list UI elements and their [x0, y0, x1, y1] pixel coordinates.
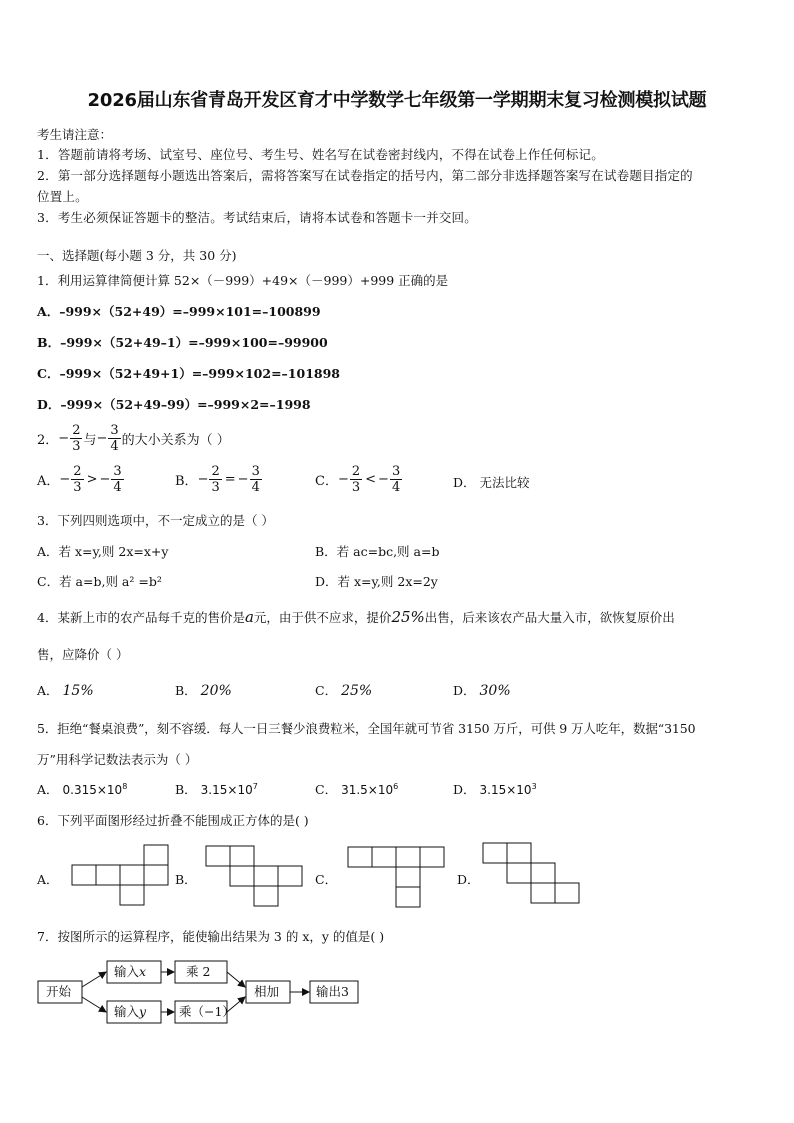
notice-heading: 考生请注意：	[37, 127, 113, 142]
question-4-stem: 4．某新上市的农产品每千克的售价是a元，由于供不应求，提价25%出售，后来该农产品大量入市，欲恢复原价出	[37, 608, 675, 626]
question-6-label-a: A．	[37, 872, 59, 887]
question-2-option-c: C．− $\frac{2}{3}$ < − $\frac{3}{4}$	[315, 464, 401, 495]
flow-add-label: 相加	[254, 984, 280, 999]
cube-net-d	[483, 843, 579, 903]
notice-item: 位置上。	[37, 189, 88, 204]
question-6-label-b: B．	[175, 872, 197, 887]
notice-item: 2．第一部分选择题每小题选出答案后，需将答案写在试卷指定的括号内，第二部分非选择题答案写在试卷题目指定的	[37, 168, 693, 183]
question-5-stem: 5．拒绝“餐桌浪费”，刻不容缓．每人一日三餐少浪费粒米，全国年就可节省 3150 万斤，可供 9 万人吃年，数据“3150	[37, 721, 696, 736]
flow-multiply-neg1-label: 乘（−1）	[179, 1004, 235, 1019]
question-4-option-b: B． 20%	[175, 683, 232, 699]
question-3-option-d: D．若 x=y,则 2x=2y	[315, 574, 438, 589]
cube-net-b	[206, 846, 302, 906]
question-1-option-d: D．–999×（52+49–99）=–999×2=–1998	[37, 397, 311, 412]
flow-input-x-label: 输入x	[114, 964, 147, 979]
question-6-stem: 6．下列平面图形经过折叠不能围成正方体的是( )	[37, 813, 309, 828]
question-3-option-a: A．若 x=y,则 2x=x+y	[37, 544, 169, 559]
flow-input-y-label: 输入y	[114, 1004, 147, 1019]
question-7-stem: 7．按图所示的运算程序，能使输出结果为 3 的 x，y 的值是( )	[37, 929, 385, 944]
question-1-option-b: B．–999×（52+49–1）=–999×100=–99900	[37, 335, 328, 350]
notice-item: 3．考生必须保证答题卡的整洁。考试结束后，请将本试卷和答题卡一并交回。	[37, 210, 477, 225]
question-6-label-c: C．	[315, 872, 338, 887]
question-5-option-c: C． $31.5\times 10^6$	[315, 782, 399, 797]
question-4-option-a: A． 15%	[37, 683, 94, 699]
operation-flowchart	[38, 961, 358, 1023]
question-5-option-d: D． $3.15\times 10^3$	[453, 782, 537, 797]
question-2-option-a: A．− $\frac{2}{3}$ > − $\frac{3}{4}$	[37, 464, 122, 495]
fraction: $\frac{2}{3}$	[72, 423, 81, 454]
question-3-option-b: B．若 ac=bc,则 a=b	[315, 544, 440, 559]
minus-sign: −	[58, 431, 70, 446]
stem-text: 的大小关系为（ ）	[121, 433, 230, 448]
question-5-option-b: B． $3.15\times 10^7$	[175, 782, 258, 797]
question-5-stem-cont: 万”用科学记数法表示为（ ）	[37, 752, 198, 767]
flow-multiply-2-label: 乘 2	[186, 964, 211, 979]
minus-sign: −	[96, 431, 108, 446]
question-4-option-d: D． 30%	[453, 683, 511, 699]
page-title: 2026届山东省青岛开发区育才中学数学七年级第一学期期末复习检测模拟试题	[87, 90, 707, 111]
question-2-option-d: D． 无法比较	[453, 475, 530, 490]
notice-item: 1．答题前请将考场、试室号、座位号、考生号、姓名写在试卷密封线内，不得在试卷上作任何标记。	[37, 147, 604, 162]
question-4-option-c: C． 25%	[315, 683, 373, 699]
flow-start-label: 开始	[46, 984, 72, 999]
cube-net-c	[348, 847, 444, 907]
question-3-option-c: C．若 a=b,则 a² =b²	[37, 574, 162, 589]
cube-net-a	[72, 845, 168, 905]
flow-output-label: 输出3	[316, 984, 349, 999]
question-5-option-a: A． $0.315\times 10^8$	[37, 782, 128, 797]
section-heading: 一、选择题(每小题 3 分，共 30 分)	[37, 248, 237, 263]
question-number: 2．	[37, 433, 59, 448]
question-1-option-c: C．–999×（52+49+1）=–999×102=–101898	[37, 366, 340, 381]
question-4-stem-cont: 售，应降价（ ）	[37, 647, 129, 662]
question-6-label-d: D．	[457, 872, 480, 887]
question-2-option-b: B．− $\frac{2}{3}$ = − $\frac{3}{4}$	[175, 464, 260, 495]
stem-text: 与	[83, 433, 97, 448]
question-1-stem: 1．利用运算律简便计算 52×（－999）+49×（－999）+999 正确的是	[37, 273, 449, 288]
question-3-stem: 3．下列四则选项中，不一定成立的是（ ）	[37, 513, 274, 528]
fraction: $\frac{3}{4}$	[110, 423, 119, 454]
question-1-option-a: A．–999×（52+49）=–999×101=–100899	[37, 304, 321, 319]
